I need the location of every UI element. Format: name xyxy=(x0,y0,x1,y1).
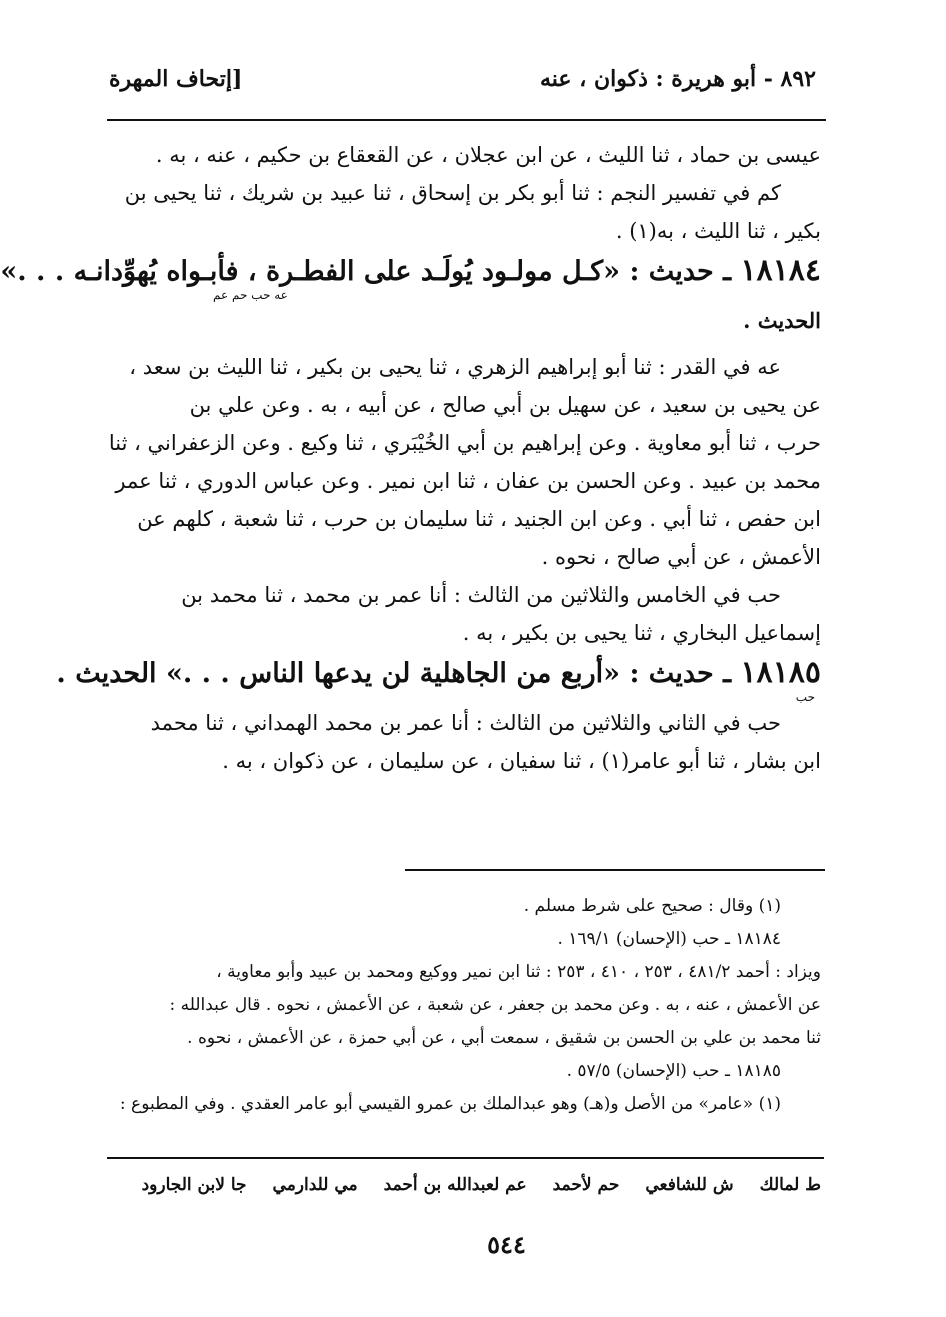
text-line: ابن حفص ، ثنا أبي . وعن ابن الجنيد ، ثنا سليمان بن حرب ، ثنا شعبة ، كلهم عن xyxy=(137,507,821,531)
text-line: الأعمش ، عن أبي صالح ، نحوه . xyxy=(541,545,821,569)
text-line: حب في الثاني والثلاثين من الثالث : أنا عمر بن محمد الهمداني ، ثنا محمد xyxy=(150,711,781,735)
abbreviation-item: مي للدارمي xyxy=(272,1175,358,1195)
abbreviation-item: عم لعبدالله بن أحمد xyxy=(383,1175,527,1195)
hadith-trail: الحديث . xyxy=(743,308,821,333)
footnote-divider xyxy=(405,869,825,871)
footnote-line: ١٨١٨٥ ـ حب (الإحسان) ٥٧/٥ . xyxy=(566,1061,781,1081)
hadith-heading xyxy=(0,250,821,288)
text-line: محمد بن عبيد . وعن الحسن بن عفان ، ثنا ابن نمير . وعن عباس الدوري ، ثنا عمر xyxy=(115,469,821,493)
text-line: عيسى بن حماد ، ثنا الليث ، عن ابن عجلان ، عن القعقاع بن حكيم ، عنه ، به . xyxy=(155,143,821,167)
main-text xyxy=(0,136,821,780)
text-line: كم في تفسير النجم : ثنا أبو بكر بن إسحاق ، ثنا عبيد بن شريك ، ثنا يحيى بن xyxy=(124,181,781,205)
hadith-heading xyxy=(56,652,821,690)
footnote-line: (١) «عامر» من الأصل و(هـ) وهو عبدالملك بن عمرو القيسي أبو عامر العقدي . وفي المطبوع : xyxy=(119,1094,781,1114)
abbreviation-item: ط لمالك xyxy=(759,1175,821,1195)
text-line: بكير ، ثنا الليث ، به(١) . xyxy=(615,219,821,243)
header-divider xyxy=(107,119,826,121)
text-line: عن يحيى بن سعيد ، عن سهيل بن أبي صالح ، عن أبيه ، به . وعن علي بن xyxy=(189,393,821,417)
footnotes xyxy=(113,890,821,1121)
text-line: حرب ، ثنا أبو معاوية . وعن إبراهيم بن أبي الخُيْبَري ، ثنا وكيع . وعن الزعفراني ، ثنا xyxy=(108,431,821,455)
abbreviations-divider xyxy=(107,1157,824,1159)
abbreviation-item: ش للشافعي xyxy=(645,1175,734,1195)
header-section-title: ٨٩٢ - أبو هريرة : ذكوان ، عنه xyxy=(539,66,816,92)
hadith-source-symbols: عه حب حم عم xyxy=(213,288,288,302)
footnote-line: (١) وقال : صحيح على شرط مسلم . xyxy=(523,896,781,916)
text-line: ابن بشار ، ثنا أبو عامر(١) ، ثنا سفيان ، عن سليمان ، عن ذكوان ، به . xyxy=(222,749,821,773)
footnote-line: ويزاد : أحمد ٤٨١/٢ ، ٢٥٣ ، ٤١٠ ، ٢٥٣ : ثنا ابن نمير ووكيع ومحمد بن عبيد وأبو معاوية ، xyxy=(216,962,821,982)
footnote-line: ثنا محمد بن علي بن الحسن بن شقيق ، سمعت أبي ، عن أبي حمزة ، عن الأعمش ، نحوه . xyxy=(187,1028,821,1048)
header-book-title: [إتحاف المهرة xyxy=(109,66,243,92)
running-header xyxy=(105,66,908,106)
hadith-number: ١٨١٨٥ xyxy=(740,655,821,690)
footnote-line: ١٨١٨٤ ـ حب (الإحسان) ١٦٩/١ . xyxy=(557,929,781,949)
abbreviation-item: جا لابن الجارود xyxy=(141,1175,247,1195)
text-line: إسماعيل البخاري ، ثنا يحيى بن بكير ، به . xyxy=(462,621,821,645)
text-line: عه في القدر : ثنا أبو إبراهيم الزهري ، ثنا يحيى بن بكير ، ثنا الليث بن سعد ، xyxy=(129,355,781,379)
abbreviation-item: حم لأحمد xyxy=(552,1175,620,1195)
footnote-line: عن الأعمش ، عنه ، به . وعن محمد بن جعفر ، عن شعبة ، عن الأعمش ، نحوه . قال عبدالله : xyxy=(169,995,821,1015)
page-number: ٥٤٤ xyxy=(487,1230,526,1259)
hadith-source-symbols: حب xyxy=(795,690,815,704)
text-line: حب في الخامس والثلاثين من الثالث : أنا عمر بن محمد ، ثنا محمد بن xyxy=(181,583,781,607)
hadith-title: ـ حديث : «أربع من الجاهلية لن يدعها الناس . . .» الحديث . xyxy=(56,658,732,689)
abbreviations-key xyxy=(113,1170,821,1200)
hadith-number: ١٨١٨٤ xyxy=(740,253,821,288)
hadith-title: ـ حديث : «كـل مولـود يُولَـد على الفطـرة ، فأبـواه يُهوِّدانـه . . .» xyxy=(0,256,732,287)
